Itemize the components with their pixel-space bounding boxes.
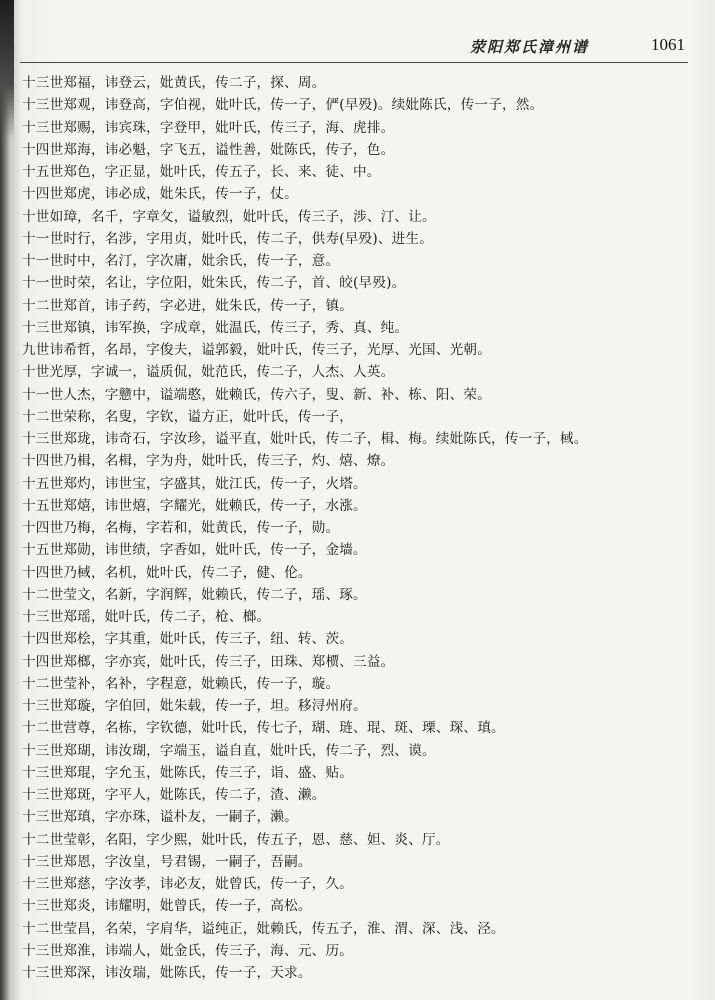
- genealogy-entry: 十二世郑首，讳子药，字必进，妣朱氏，传一子，镇。: [22, 297, 354, 314]
- genealogy-entry: 十一世时荣，名让，字位阳，妣朱氏，传二子，首、皎(早殁)。: [22, 275, 406, 292]
- genealogy-entry: 十三世郑赐，讳宾珠，字登甲，妣叶氏，传三子，海、虎排。: [22, 119, 395, 136]
- genealogy-entry: 十二世莹昌，名荣，字肩华，谥纯正，妣赖氏，传五子，淮、渭、深、浅、泾。: [22, 920, 505, 937]
- genealogy-entry: 十一世时行，名涉，字用贞，妣叶氏，传二子，供寿(早殁)、进生。: [22, 230, 434, 247]
- genealogy-entry: 十三世郑深，讳汝瑞，妣陈氏，传一子，天求。: [22, 965, 312, 981]
- genealogy-entry: 十三世郑镇，讳军换，字成章，妣温氏，传三子，秀、真、纯。: [22, 319, 409, 336]
- genealogy-entry: 十三世郑观，讳登高，字伯视，妣叶氏，传一子，俨(早殁)。续妣陈氏，传一子，然。: [22, 97, 544, 114]
- genealogy-entry: 十世如璋，名千，字章攵，谥敏烈，妣叶氏，传三子，涉、汀、让。: [22, 208, 436, 225]
- genealogy-entry: 十三世郑炎，讳耀明，妣曾氏，传一子，高松。: [22, 898, 312, 915]
- genealogy-entry-list: [22, 72, 692, 984]
- genealogy-entry: 十三世郑瑶，妣叶氏，传二子，枪、榔。: [22, 609, 271, 625]
- genealogy-entry: 十四世郑海，讳必魁，字飞五，谥性善，妣陈氏，传子，色。: [22, 141, 395, 158]
- genealogy-entry: 十三世郑慈，字汝孝，讳必友，妣曾氏，传一子，久。: [22, 876, 354, 892]
- genealogy-entry: 十五世郑色，字正显，妣叶氏，传五子，长、来、徒、中。: [22, 164, 381, 180]
- genealogy-entry: 十二世营尊，名栋，字钦德，妣叶氏，传七子，瑚、琏、琨、斑、瑮、琛、瑱。: [22, 720, 505, 737]
- genealogy-entry: 十二世莹彰，名阳，字少熙，妣叶氏，传五子，恩、慈、妲、炎、厅。: [22, 831, 450, 848]
- genealogy-entry: 十二世荣称，名叟，字钦，谥方正，妣叶氏，传一子，: [22, 408, 354, 425]
- genealogy-entry: 十三世郑淮，讳端人，妣金氏，传三子，海、元、历。: [22, 942, 354, 959]
- genealogy-entry: 十世光厚，字诚一，谥质侃，妣范氏，传二子，人杰、人英。: [22, 364, 395, 381]
- genealogy-entry: 十一世人杰，字戆中，谥端憨，妣赖氏，传六子，叟、新、补、栋、阳、荣。: [22, 386, 491, 403]
- genealogy-entry: 十三世郑斑，字平人，妣陈氏，传二子，渣、濑。: [22, 787, 326, 803]
- genealogy-entry: 十二世莹补，名补，字程意，妣赖氏，传一子，璇。: [22, 675, 340, 692]
- genealogy-entry: 十一世时中，名汀，字次庸，妣余氏，传一子，意。: [22, 253, 340, 269]
- genealogy-entry: 十四世郑虎，讳必成，妣朱氏，传一子，仗。: [22, 186, 298, 203]
- genealogy-entry: 十三世郑珑，讳奇石，字汝珍，谥平直，妣叶氏，传二子，楫、梅。续妣陈氏，传一子，棫。: [22, 431, 588, 447]
- genealogy-entry: 十五世郑灼，讳世宝，字盛其，妣江氏，传一子，火塔。: [22, 475, 367, 492]
- genealogy-entry: 十三世郑恩，字汝皇，号君锡，一嗣子，吾嗣。: [22, 853, 312, 870]
- genealogy-entry: 十四世郑榔，字亦宾，妣叶氏，传三子，田珠、郑槚、三益。: [22, 653, 395, 670]
- genealogy-entry: 十四世郑桧，字其重，妣叶氏，传三子，纽、转、茨。: [22, 631, 354, 648]
- running-header: [470, 36, 685, 60]
- book-title: 荥阳郑氏漳州谱: [470, 38, 590, 56]
- genealogy-entry: 十五世郑熺，讳世熺，字耀光，妣赖氏，传一子，水涨。: [22, 497, 367, 514]
- genealogy-entry: 十三世郑璇，字伯回，妣朱载，传一子，坦。移浔州府。: [22, 698, 367, 714]
- genealogy-entry: 十四世乃楫，名楫，字为舟，妣叶氏，传三子，灼、熺、燎。: [22, 453, 395, 470]
- genealogy-entry: 九世讳希哲，名昂，字俊夫，谥郭毅，妣叶氏，传三子，光厚、光国、光朝。: [22, 342, 491, 358]
- header-rule: [20, 62, 688, 63]
- binding-shadow: [0, 0, 14, 140]
- genealogy-entry: 十四世乃棫，名机，妣叶氏，传二子，健、伦。: [22, 564, 312, 581]
- genealogy-entry: 十三世郑瑱，字亦珠，谥朴友，一嗣子，濑。: [22, 809, 298, 826]
- genealogy-entry: 十二世莹文，名新，字润辉，妣赖氏，传二子，瑶、琢。: [22, 586, 367, 603]
- genealogy-entry: 十三世郑琨，字允玉，妣陈氏，传三子，诣、盛、贴。: [22, 764, 354, 781]
- genealogy-entry: 十三世郑福，讳登云，妣黄氏，传二子，探、周。: [22, 75, 326, 91]
- genealogy-entry: 十四世乃梅，名梅，字若和，妣黄氏，传一子，勋。: [22, 520, 340, 536]
- genealogy-entry: 十三世郑瑚，讳汝瑚，字端玉，谥自直，妣叶氏，传二子，烈、谟。: [22, 742, 436, 759]
- genealogy-entry: 十五世郑勋，讳世绩，字香如，妣叶氏，传一子，金墙。: [22, 542, 367, 559]
- page-number: 1061: [651, 35, 685, 54]
